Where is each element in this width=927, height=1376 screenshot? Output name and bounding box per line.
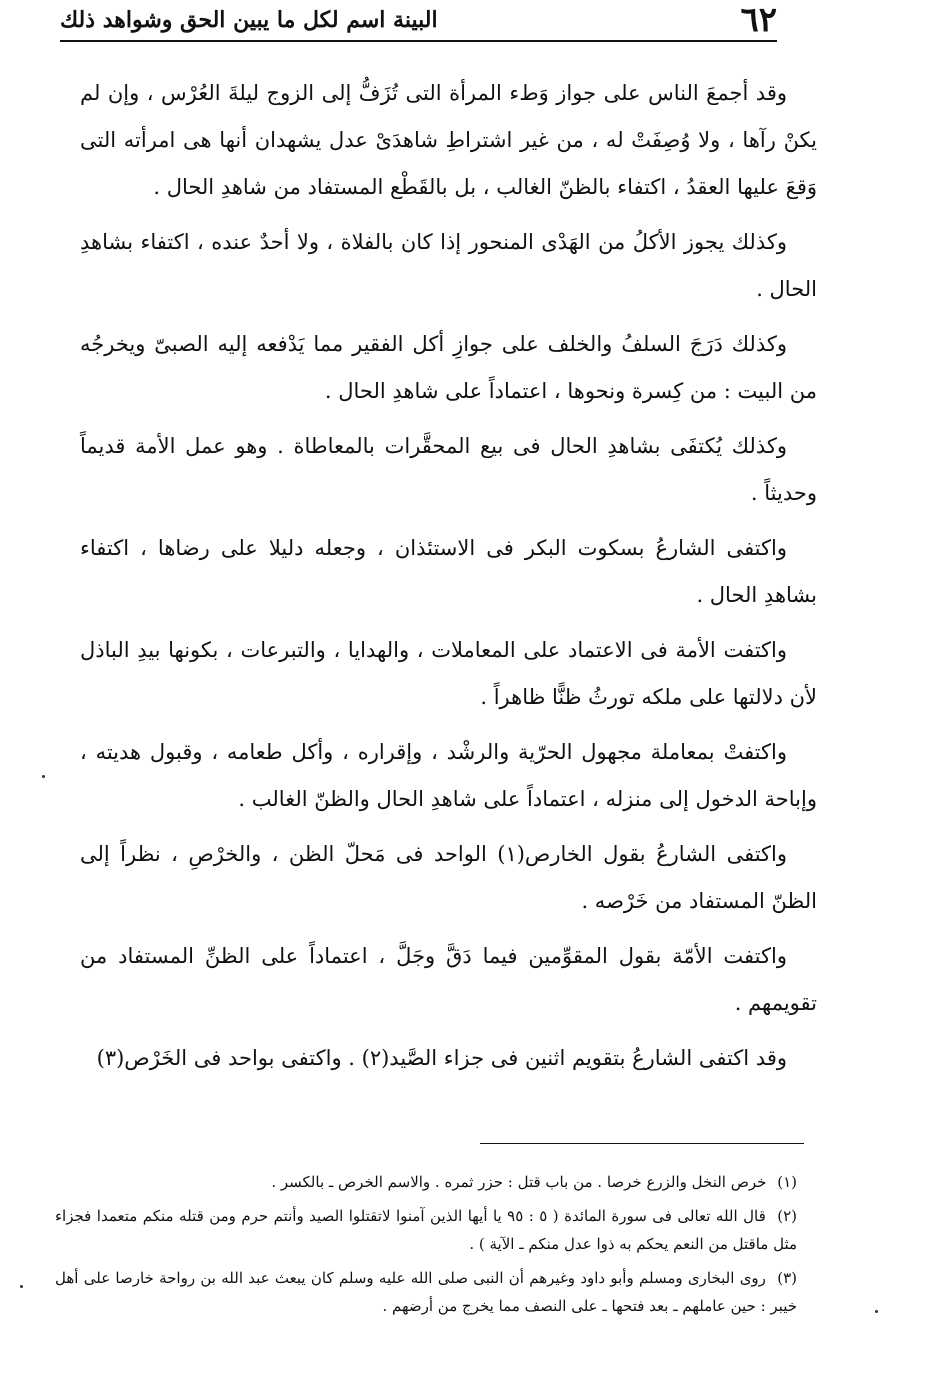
paragraph: وكذلك يُكتفَى بشاهدِ الحال فى بيع المحقَّرات بالمعاطاة . وهو عمل الأمة قديماً وحديثاً . (80, 434, 817, 505)
running-title: البينة اسم لكل ما يبين الحق وشواهد ذلك (60, 7, 438, 33)
footnote-separator (480, 1143, 804, 1144)
scan-speck (875, 1310, 878, 1313)
paragraph: واكتفى الشارعُ بقول الخارص(١) الواحد فى مَحلّ الظن ، والخرْصِ ، نظراً إلى الظنّ المستفاد من خَرْصه . (80, 842, 817, 913)
paragraph: واكتفت الأمة فى الاعتماد على المعاملات ، والهدايا ، والتبرعات ، بكونها بيدِ الباذل لأن دلالتها على ملكه تورثُ ظنًّا ظاهراً . (80, 638, 817, 709)
paragraph: وكذلك دَرَجَ السلفُ والخلف على جوازِ أكل الفقير مما يَدْفعه إليه الصبىّ ويخرجُه من البيت : من كِسرة ونحوها ، اعتماداً على شاهدِ الحال . (80, 332, 817, 403)
page-number: ٦٢ (740, 0, 777, 40)
footnote (55, 1202, 797, 1258)
footnote-number: (١) (777, 1173, 797, 1191)
footnote-text: روى البخارى ومسلم وأبو داود وغيرهم أن النبى صلى الله عليه وسلم كان يبعث عبد الله بن رواحة خارصا على أهل خيبر : حين عاملهم ـ بعد فتحها ـ على النصف مما يخرج من أرضهم . (55, 1269, 797, 1315)
paragraph: وكذلك يجوز الأكلُ من الهَدْى المنحور إذا كان بالفلاة ، ولا أحدٌ عنده ، اكتفاء بشاهدِ الحال . (80, 230, 817, 301)
footnote-number: (٢) (777, 1207, 797, 1225)
header-rule (60, 40, 777, 42)
footnote-text: قال الله تعالى فى سورة المائدة ( ٥ : ٩٥ يا أيها الذين آمنوا لاتقتلوا الصيد وأنتم حرم ومن قتله منكم متعمدا فجزاء مثل ماقتل من النعم يحكم به ذوا عدل منكم ـ الآية ) . (55, 1207, 797, 1253)
footnotes (55, 1168, 797, 1326)
footnote (55, 1264, 797, 1320)
scan-speck (42, 775, 45, 778)
paragraph: واكتفى الشارعُ بسكوت البكر فى الاستئذان ، وجعله دليلا على رضاها ، اكتفاء بشاهدِ الحال . (80, 536, 817, 607)
paragraph: وقد أجمعَ الناس على جواز وَطء المرأة التى تُزَفُّ إلى الزوج ليلةَ العُرْس ، وإن لم يكنْ رآها ، ولا وُصِفَتْ له ، من غير اشتراطِ شاهدَىْ عدل يشهدان أنها هى امرأته التى وَقعَ عليها العقدُ ، اكتفاء بالظنّ الغالب ، بل بالقَطْع المستفاد من شاهدِ الحال . (80, 81, 817, 199)
footnote-text: خرص النخل والزرع خرصا . من باب قتل : حزر ثمره . والاسم الخرص ـ بالكسر . (271, 1173, 767, 1191)
paragraph: واكتفتْ بمعاملة مجهول الحرّية والرشْد ، وإقراره ، وأكل طعامه ، وقبول هديته ، وإباحة الدخول إلى منزله ، اعتماداً على شاهدِ الحال والظنّ الغالب . (80, 740, 817, 811)
main-text (80, 70, 817, 1090)
page-header (60, 2, 777, 38)
paragraph: واكتفت الأمّة بقول المقوِّمين فيما دَقَّ وجَلَّ ، اعتماداً على الظنِّ المستفاد من تقويمهم . (80, 944, 817, 1015)
footnote (55, 1168, 797, 1196)
scan-speck (20, 1285, 23, 1288)
paragraph: وقد اكتفى الشارعُ بتقويم اثنين فى جزاء الصَّيد(٢) . واكتفى بواحد فى الخَرْص(٣) (96, 1046, 787, 1070)
footnote-number: (٣) (777, 1269, 797, 1287)
